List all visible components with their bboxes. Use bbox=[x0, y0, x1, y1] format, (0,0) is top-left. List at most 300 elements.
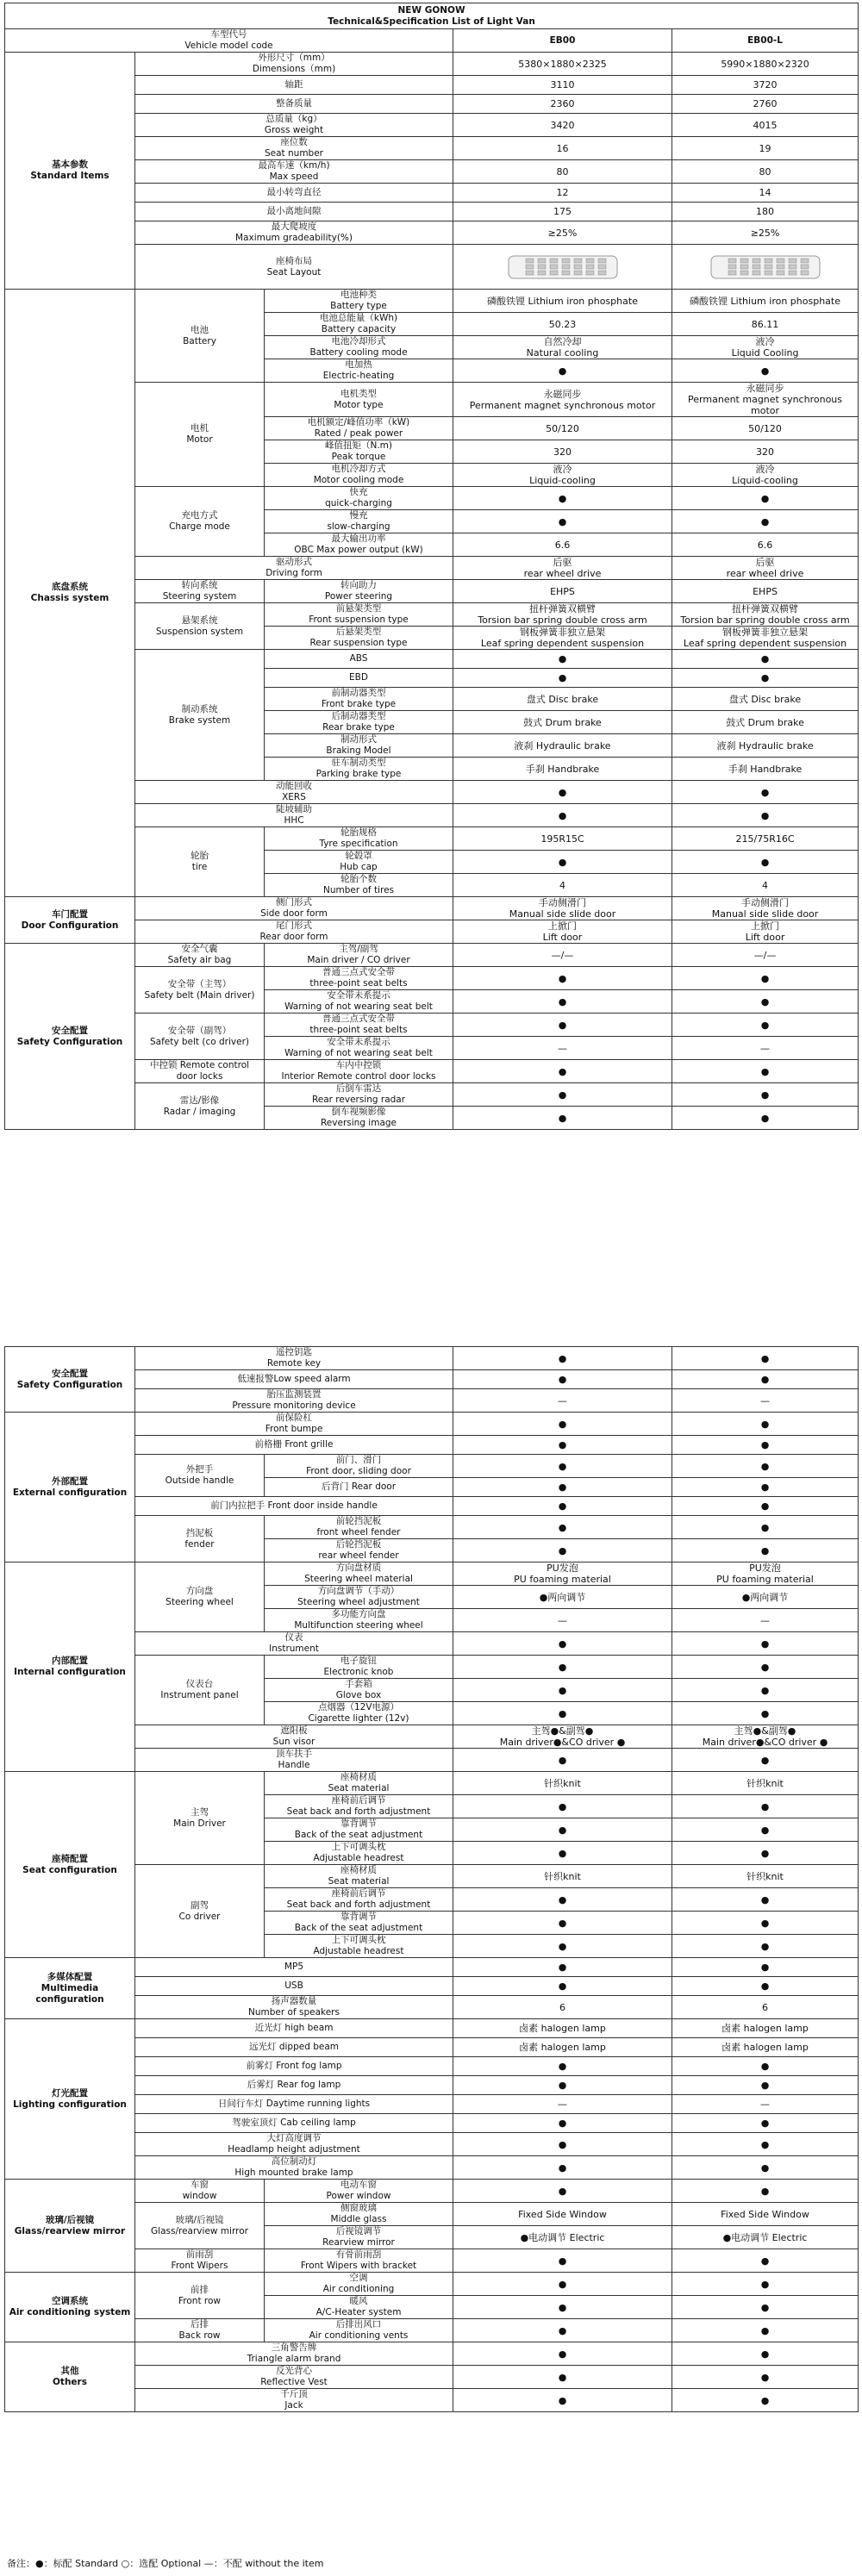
eb00-l-value: ● bbox=[672, 781, 859, 804]
spec-list-title: Technical&Specification List of Light Van bbox=[328, 16, 535, 27]
item-label: 扬声器数量 Number of speakers bbox=[135, 1996, 453, 2019]
item-label: 后视镜调节 Rearview mirror bbox=[265, 2226, 453, 2249]
subsystem-label: 电池 Battery bbox=[135, 290, 265, 383]
item-label: 顶车扶手 Handle bbox=[135, 1749, 453, 1772]
eb00-value: ● bbox=[453, 359, 672, 383]
eb00-value: ● bbox=[453, 1107, 672, 1130]
eb00-value: ● bbox=[453, 967, 672, 990]
eb00-value: 3420 bbox=[453, 114, 672, 137]
model-code-row bbox=[5, 29, 859, 53]
eb00-value: ● bbox=[453, 1702, 672, 1725]
eb00-l-value: 后驱 rear wheel drive bbox=[672, 557, 859, 580]
eb00-value: 后驱 rear wheel drive bbox=[453, 557, 672, 580]
eb00-value: 主驾●&副驾● Main driver●&CO driver ● bbox=[453, 1725, 672, 1749]
spec-table-page-2 bbox=[4, 1346, 859, 2412]
eb00-value: 195R15C bbox=[453, 827, 672, 851]
eb00-l-value: ● bbox=[672, 1749, 859, 1772]
item-label: 最小离地间隙 bbox=[135, 203, 453, 221]
eb00-l-value: ● bbox=[672, 2273, 859, 2296]
eb00-l-value: 3720 bbox=[672, 76, 859, 95]
table-row bbox=[5, 53, 859, 76]
item-label: 电池种类 Battery type bbox=[265, 290, 453, 313]
subsystem-label: 车窗 window bbox=[135, 2180, 265, 2203]
item-label: 前门、滑门 Front door, sliding door bbox=[265, 1455, 453, 1478]
model-eb00-header: EB00 bbox=[453, 29, 672, 53]
item-label: USB bbox=[135, 1977, 453, 1996]
eb00-value: 4 bbox=[453, 874, 672, 897]
subsystem-label: 玻璃/后视镜 Glass/rearview mirror bbox=[135, 2203, 265, 2249]
subsystem-label: 电机 Motor bbox=[135, 383, 265, 487]
eb00-l-value: ● bbox=[672, 2057, 859, 2076]
item-label: 快充 quick-charging bbox=[265, 487, 453, 510]
item-label: 安全带未系提示 Warning of not wearing seat belt bbox=[265, 1037, 453, 1060]
item-label: 动能回收 XERS bbox=[135, 781, 453, 804]
category-label: 座椅配置 Seat configuration bbox=[5, 1772, 135, 1958]
eb00-value: ● bbox=[453, 2366, 672, 2389]
eb00-value: ● bbox=[453, 1436, 672, 1455]
eb00-value: ● bbox=[453, 2114, 672, 2133]
eb00-l-value: ● bbox=[672, 1060, 859, 1083]
item-label: 前轮挡泥板 front wheel fender bbox=[265, 1516, 453, 1539]
table-row bbox=[5, 897, 859, 920]
category-label: 基本参数 Standard Items bbox=[5, 53, 135, 290]
eb00-l-value: 180 bbox=[672, 203, 859, 221]
item-label: 安全带未系提示 Warning of not wearing seat belt bbox=[265, 990, 453, 1014]
item-label: 外形尺寸（mm） Dimensions（mm) bbox=[135, 53, 453, 76]
eb00-l-value: ● bbox=[672, 2342, 859, 2366]
eb00-value: 永磁同步 Permanent magnet synchronous motor bbox=[453, 383, 672, 417]
eb00-value: — bbox=[453, 1389, 672, 1413]
eb00-l-value: 扭杆弹簧双横臂 Torsion bar spring double cross arm bbox=[672, 603, 859, 627]
eb00-l-value: 钢板弹簧非独立悬架 Leaf spring dependent suspension bbox=[672, 627, 859, 650]
subsystem-label: 挡泥板 fender bbox=[135, 1516, 265, 1562]
eb00-value: ● bbox=[453, 1370, 672, 1389]
eb00-l-value: ● bbox=[672, 2133, 859, 2156]
item-label: 后倒车雷达 Rear reversing radar bbox=[265, 1083, 453, 1107]
item-label: 座椅布局 Seat Layout bbox=[135, 245, 453, 290]
item-label: 后轮挡泥板 rear wheel fender bbox=[265, 1539, 453, 1562]
item-label: 驾驶室顶灯 Cab ceiling lamp bbox=[135, 2114, 453, 2133]
eb00-l-value: ● bbox=[672, 2180, 859, 2203]
eb00-value: 鼓式 Drum brake bbox=[453, 711, 672, 734]
item-label: 倒车视频影像 Reversing image bbox=[265, 1107, 453, 1130]
eb00-l-value: ● bbox=[672, 1935, 859, 1958]
eb00-l-value: 针织knit bbox=[672, 1865, 859, 1888]
eb00-value: 16 bbox=[453, 137, 672, 160]
eb00-l-value: ● bbox=[672, 2389, 859, 2412]
subsystem-label: 前雨刮 Front Wipers bbox=[135, 2249, 265, 2273]
eb00-l-value: ● bbox=[672, 2114, 859, 2133]
item-label: 近光灯 high beam bbox=[135, 2019, 453, 2038]
eb00-value: ● bbox=[453, 804, 672, 827]
eb00-l-value: ● bbox=[672, 967, 859, 990]
eb00-value: ● bbox=[453, 1935, 672, 1958]
eb00-l-value: 4 bbox=[672, 874, 859, 897]
eb00-value: ● bbox=[453, 1478, 672, 1497]
item-label: 后排出风口 Air conditioning vents bbox=[265, 2319, 453, 2342]
item-label: MP5 bbox=[135, 1958, 453, 1977]
spec-sheet-page-1 bbox=[4, 3, 858, 1130]
eb00-value: 针织knit bbox=[453, 1772, 672, 1795]
item-label: 座椅材质 Seat material bbox=[265, 1772, 453, 1795]
item-label: 遥控钥匙 Remote key bbox=[135, 1347, 453, 1370]
eb00-value: ● bbox=[453, 2057, 672, 2076]
item-label: 靠背调节 Back of the seat adjustment bbox=[265, 1912, 453, 1935]
item-label: 最小转弯直径 bbox=[135, 184, 453, 203]
item-label: 暖风 A/C-Heater system bbox=[265, 2296, 453, 2319]
eb00-value: —/— bbox=[453, 944, 672, 967]
eb00-l-value: ● bbox=[672, 669, 859, 688]
eb00-value: ● bbox=[453, 1014, 672, 1037]
eb00-value: 5380×1880×2325 bbox=[453, 53, 672, 76]
category-label: 车门配置 Door Configuration bbox=[5, 897, 135, 944]
table-row bbox=[5, 1958, 859, 1977]
eb00-value: ●电动调节 Electric bbox=[453, 2226, 672, 2249]
eb00-value: — bbox=[453, 1609, 672, 1632]
item-label: 侧窗玻璃 Middle glass bbox=[265, 2203, 453, 2226]
eb00-value: 12 bbox=[453, 184, 672, 203]
eb00-l-value: ● bbox=[672, 1702, 859, 1725]
item-label: 大灯高度调节 Headlamp height adjustment bbox=[135, 2133, 453, 2156]
item-label: 遮阳板 Sun visor bbox=[135, 1725, 453, 1749]
subsystem-label: 中控锁 Remote control door locks bbox=[135, 1060, 265, 1083]
eb00-value: ● bbox=[453, 2389, 672, 2412]
eb00-value: ● bbox=[453, 2133, 672, 2156]
subsystem-label: 安全带（副驾） Safety belt (co driver) bbox=[135, 1014, 265, 1060]
eb00-value: 液冷 Liquid-cooling bbox=[453, 464, 672, 487]
eb00-value: ● bbox=[453, 669, 672, 688]
eb00-value: ● bbox=[453, 1455, 672, 1478]
eb00-l-value: —/— bbox=[672, 944, 859, 967]
category-label: 其他 Others bbox=[5, 2342, 135, 2412]
eb00-value: ● bbox=[453, 1749, 672, 1772]
category-label: 空调系统 Air conditioning system bbox=[5, 2273, 135, 2342]
eb00-l-value: — bbox=[672, 1609, 859, 1632]
eb00-l-value: 50/120 bbox=[672, 417, 859, 440]
eb00-value: ● bbox=[453, 1818, 672, 1842]
eb00-l-value: 针织knit bbox=[672, 1772, 859, 1795]
eb00-value: ● bbox=[453, 1912, 672, 1935]
eb00-l-value: PU发泡 PU foaming material bbox=[672, 1562, 859, 1586]
eb00-value: 卤素 halogen lamp bbox=[453, 2038, 672, 2057]
eb00-l-value: ● bbox=[672, 1818, 859, 1842]
eb00-l-value: ● bbox=[672, 1516, 859, 1539]
item-label: 高位制动灯 High mounted brake lamp bbox=[135, 2156, 453, 2180]
subsystem-label: 制动系统 Brake system bbox=[135, 650, 265, 781]
item-label: 轮胎个数 Number of tires bbox=[265, 874, 453, 897]
eb00-value: 手动侧滑门 Manual side slide door bbox=[453, 897, 672, 920]
item-label: 驻车制动类型 Parking brake type bbox=[265, 758, 453, 781]
eb00-l-value: ● bbox=[672, 990, 859, 1014]
item-label: 方向盘材质 Steering wheel material bbox=[265, 1562, 453, 1586]
item-label: 空调 Air conditioning bbox=[265, 2273, 453, 2296]
category-label: 安全配置 Safety Configuration bbox=[5, 944, 135, 1130]
item-label: 座位数 Seat number bbox=[135, 137, 453, 160]
eb00-value: 2360 bbox=[453, 95, 672, 114]
subsystem-label: 悬架系统 Suspension system bbox=[135, 603, 265, 650]
item-label: 电子旋钮 Electronic knob bbox=[265, 1656, 453, 1679]
spec-table-page-1 bbox=[4, 3, 859, 1130]
item-label: 最高车速（km/h) Max speed bbox=[135, 160, 453, 184]
eb00-value: ● bbox=[453, 851, 672, 874]
table-header-row bbox=[5, 3, 859, 29]
subsystem-label: 转向系统 Steering system bbox=[135, 580, 265, 603]
eb00-l-value: ● bbox=[672, 804, 859, 827]
eb00-l-value: ● bbox=[672, 1842, 859, 1865]
eb00-value: ● bbox=[453, 1632, 672, 1656]
eb00-l-value: 80 bbox=[672, 160, 859, 184]
eb00-l-value: ● bbox=[672, 650, 859, 669]
item-label: 峰值扭矩（N.m) Peak torque bbox=[265, 440, 453, 464]
item-label: 尾门形式 Rear door form bbox=[135, 920, 453, 944]
item-label: 普通三点式安全带 three-point seat belts bbox=[265, 1014, 453, 1037]
eb00-l-value: ≥25% bbox=[672, 221, 859, 245]
eb00-l-value: — bbox=[672, 1389, 859, 1413]
eb00-value: ● bbox=[453, 1795, 672, 1818]
eb00-l-value: 手动侧滑门 Manual side slide door bbox=[672, 897, 859, 920]
eb00-value: ≥25% bbox=[453, 221, 672, 245]
eb00-l-value: 液冷 Liquid Cooling bbox=[672, 336, 859, 359]
subsystem-label: 副驾 Co driver bbox=[135, 1865, 265, 1958]
item-label: 远光灯 dipped beam bbox=[135, 2038, 453, 2057]
eb00-value: ● bbox=[453, 1516, 672, 1539]
item-label: 前悬架类型 Front suspension type bbox=[265, 603, 453, 627]
table-row bbox=[5, 1772, 859, 1795]
eb00-value: 3110 bbox=[453, 76, 672, 95]
eb00-value: ● bbox=[453, 2342, 672, 2366]
item-label: 上下可调头枕 Adjustable headrest bbox=[265, 1842, 453, 1865]
eb00-l-value: ● bbox=[672, 1455, 859, 1478]
item-label: 电机冷却方式 Motor cooling mode bbox=[265, 464, 453, 487]
eb00-l-value: ● bbox=[672, 2249, 859, 2273]
subsystem-label: 安全气囊 Safety air bag bbox=[135, 944, 265, 967]
subsystem-label: 方向盘 Steering wheel bbox=[135, 1562, 265, 1632]
eb00-l-value: — bbox=[672, 2095, 859, 2114]
eb00-value: 6.6 bbox=[453, 533, 672, 557]
item-label: 前门内拉把手 Front door inside handle bbox=[135, 1497, 453, 1516]
subsystem-label: 轮胎 tire bbox=[135, 827, 265, 897]
eb00-l-value: ● bbox=[672, 510, 859, 533]
eb00-l-value: 5990×1880×2320 bbox=[672, 53, 859, 76]
eb00-l-value: Fixed Side Window bbox=[672, 2203, 859, 2226]
document-title bbox=[5, 3, 859, 29]
eb00-l-value: ● bbox=[672, 1347, 859, 1370]
eb00-value: — bbox=[453, 1037, 672, 1060]
eb00-value: 上掀门 Lift door bbox=[453, 920, 672, 944]
item-label: 主驾/副驾 Main driver / CO driver bbox=[265, 944, 453, 967]
eb00-value: 盘式 Disc brake bbox=[453, 688, 672, 711]
eb00-l-value: 液冷 Liquid-cooling bbox=[672, 464, 859, 487]
eb00-value: ● bbox=[453, 1656, 672, 1679]
eb00-value: 卤素 halogen lamp bbox=[453, 2019, 672, 2038]
item-label: 整备质量 bbox=[135, 95, 453, 114]
eb00-l-value: 永磁同步 Permanent magnet synchronous motor bbox=[672, 383, 859, 417]
table-row bbox=[5, 2342, 859, 2366]
eb00-l-value: ●两向调节 bbox=[672, 1586, 859, 1609]
eb00-l-value: ● bbox=[672, 1436, 859, 1455]
category-label: 灯光配置 Lighting configuration bbox=[5, 2019, 135, 2180]
item-label: 上下可调头枕 Adjustable headrest bbox=[265, 1935, 453, 1958]
item-label: EBD bbox=[265, 669, 453, 688]
eb00-l-value: 6.6 bbox=[672, 533, 859, 557]
eb00-value: 自然冷却 Natural cooling bbox=[453, 336, 672, 359]
item-label: 制动形式 Braking Model bbox=[265, 734, 453, 758]
subsystem-label: 前排 Front row bbox=[135, 2273, 265, 2319]
eb00-l-value: 14 bbox=[672, 184, 859, 203]
item-label: 点烟器（12V电源） Cigarette lighter (12v) bbox=[265, 1702, 453, 1725]
item-label: 最大输出功率 OBC Max power output (kW) bbox=[265, 533, 453, 557]
eb00-value: ● bbox=[453, 781, 672, 804]
eb00-l-value: ● bbox=[672, 1888, 859, 1912]
item-label: 前格栅 Front grille bbox=[135, 1436, 453, 1455]
item-label: 反光背心 Reflective Vest bbox=[135, 2366, 453, 2389]
item-label: 低速报警Low speed alarm bbox=[135, 1370, 453, 1389]
table-row bbox=[5, 1347, 859, 1370]
category-label: 底盘系统 Chassis system bbox=[5, 290, 135, 897]
item-label: 最大爬坡度 Maximum gradeability(%) bbox=[135, 221, 453, 245]
category-label: 外部配置 External configuration bbox=[5, 1413, 135, 1562]
eb00-l-value: 6 bbox=[672, 1996, 859, 2019]
item-label: 三角警告牌 Triangle alarm brand bbox=[135, 2342, 453, 2366]
seat-layout-diagram bbox=[507, 254, 619, 280]
eb00-l-value bbox=[672, 245, 859, 290]
table-row bbox=[5, 1413, 859, 1436]
eb00-value: 扭杆弹簧双横臂 Torsion bar spring double cross arm bbox=[453, 603, 672, 627]
item-label: 仪表 Instrument bbox=[135, 1632, 453, 1656]
eb00-value: PU发泡 PU foaming material bbox=[453, 1562, 672, 1586]
eb00-l-value: 卤素 halogen lamp bbox=[672, 2038, 859, 2057]
eb00-value: Fixed Side Window bbox=[453, 2203, 672, 2226]
eb00-l-value: ● bbox=[672, 2076, 859, 2095]
eb00-value bbox=[453, 245, 672, 290]
table-row bbox=[5, 2019, 859, 2038]
item-label: 轮毂罩 Hub cap bbox=[265, 851, 453, 874]
eb00-value: ● bbox=[453, 990, 672, 1014]
item-label: 座椅材质 Seat material bbox=[265, 1865, 453, 1888]
item-label: 侧门形式 Side door form bbox=[135, 897, 453, 920]
item-label: 有骨前雨刮 Front Wipers with bracket bbox=[265, 2249, 453, 2273]
eb00-value: ● bbox=[453, 1958, 672, 1977]
item-label: 电池总能量（kWh) Battery capacity bbox=[265, 313, 453, 336]
eb00-value: ● bbox=[453, 1413, 672, 1436]
eb00-value: ● bbox=[453, 1539, 672, 1562]
table-row bbox=[5, 2273, 859, 2296]
eb00-l-value: 盘式 Disc brake bbox=[672, 688, 859, 711]
item-label: ABS bbox=[265, 650, 453, 669]
item-label: 手套箱 Glove box bbox=[265, 1679, 453, 1702]
item-label: 靠背调节 Back of the seat adjustment bbox=[265, 1818, 453, 1842]
eb00-value: ● bbox=[453, 2319, 672, 2342]
eb00-l-value: ● bbox=[672, 1656, 859, 1679]
category-label: 玻璃/后视镜 Glass/rearview mirror bbox=[5, 2180, 135, 2273]
eb00-value: 针织knit bbox=[453, 1865, 672, 1888]
eb00-l-value: ● bbox=[672, 1107, 859, 1130]
item-label: 方向盘调节（手动） Steering wheel adjustment bbox=[265, 1586, 453, 1609]
eb00-value: ● bbox=[453, 1083, 672, 1107]
item-label: 千斤顶 Jack bbox=[135, 2389, 453, 2412]
eb00-l-value: ● bbox=[672, 2156, 859, 2180]
eb00-l-value: ● bbox=[672, 2296, 859, 2319]
item-label: 前雾灯 Front fog lamp bbox=[135, 2057, 453, 2076]
subsystem-label: 雷达/影像 Radar / imaging bbox=[135, 1083, 265, 1130]
category-label: 安全配置 Safety Configuration bbox=[5, 1347, 135, 1413]
eb00-value: ● bbox=[453, 1347, 672, 1370]
item-label: 总质量（kg） Gross weight bbox=[135, 114, 453, 137]
model-eb00-l-header: EB00-L bbox=[672, 29, 859, 53]
item-label: 前制动器类型 Front brake type bbox=[265, 688, 453, 711]
item-label: 陡坡辅助 HHC bbox=[135, 804, 453, 827]
eb00-l-value: 主驾●&副驾● Main driver●&CO driver ● bbox=[672, 1725, 859, 1749]
eb00-l-value: 215/75R16C bbox=[672, 827, 859, 851]
item-label: 电机额定/峰值功率（kW) Rated / peak power bbox=[265, 417, 453, 440]
eb00-l-value: ● bbox=[672, 2319, 859, 2342]
item-label: 座椅前后调节 Seat back and forth adjustment bbox=[265, 1888, 453, 1912]
item-label: 胎压监测装置 Pressure monitoring device bbox=[135, 1389, 453, 1413]
eb00-l-value: ● bbox=[672, 1370, 859, 1389]
eb00-l-value: 卤素 halogen lamp bbox=[672, 2019, 859, 2038]
item-label: 转向助力 Power steering bbox=[265, 580, 453, 603]
subsystem-label: 安全带（主驾） Safety belt (Main driver) bbox=[135, 967, 265, 1014]
item-label: 轮胎规格 Tyre specification bbox=[265, 827, 453, 851]
eb00-value: ● bbox=[453, 1842, 672, 1865]
item-label: 电池冷却形式 Battery cooling mode bbox=[265, 336, 453, 359]
eb00-l-value: — bbox=[672, 1037, 859, 1060]
item-label: 普通三点式安全带 three-point seat belts bbox=[265, 967, 453, 990]
item-label: 后悬架类型 Rear suspension type bbox=[265, 627, 453, 650]
item-label: 座椅前后调节 Seat back and forth adjustment bbox=[265, 1795, 453, 1818]
eb00-value: 液刹 Hydraulic brake bbox=[453, 734, 672, 758]
eb00-l-value: 磷酸铁锂 Lithium iron phosphate bbox=[672, 290, 859, 313]
eb00-value: 80 bbox=[453, 160, 672, 184]
item-label: 电动车窗 Power window bbox=[265, 2180, 453, 2203]
eb00-l-value: ● bbox=[672, 1539, 859, 1562]
eb00-l-value: ● bbox=[672, 1679, 859, 1702]
eb00-l-value: ● bbox=[672, 1795, 859, 1818]
subsystem-label: 仪表台 Instrument panel bbox=[135, 1656, 265, 1725]
eb00-value: ● bbox=[453, 2156, 672, 2180]
eb00-l-value: 手刹 Handbrake bbox=[672, 758, 859, 781]
item-label: 前保险杠 Front bumpe bbox=[135, 1413, 453, 1436]
eb00-l-value: ● bbox=[672, 1478, 859, 1497]
spec-sheet-page-2 bbox=[4, 1346, 858, 2412]
eb00-value: 50.23 bbox=[453, 313, 672, 336]
item-label: 车内中控锁 Interior Remote control door locks bbox=[265, 1060, 453, 1083]
subsystem-label: 后排 Back row bbox=[135, 2319, 265, 2342]
eb00-value: ● bbox=[453, 2273, 672, 2296]
item-label: 多功能方向盘 Multifunction steering wheel bbox=[265, 1609, 453, 1632]
brand-title: NEW GONOW bbox=[397, 4, 465, 16]
eb00-value: — bbox=[453, 2095, 672, 2114]
table-row bbox=[5, 944, 859, 967]
item-label: 电机类型 Motor type bbox=[265, 383, 453, 417]
eb00-value: ● bbox=[453, 2076, 672, 2095]
eb00-value: 320 bbox=[453, 440, 672, 464]
seat-layout-diagram bbox=[709, 254, 821, 280]
eb00-l-value: 86.11 bbox=[672, 313, 859, 336]
eb00-value: ●两向调节 bbox=[453, 1586, 672, 1609]
eb00-value: ● bbox=[453, 2249, 672, 2273]
eb00-value: 175 bbox=[453, 203, 672, 221]
eb00-l-value: 320 bbox=[672, 440, 859, 464]
eb00-value: ● bbox=[453, 1679, 672, 1702]
eb00-value: 钢板弹簧非独立悬架 Leaf spring dependent suspension bbox=[453, 627, 672, 650]
subsystem-label: 充电方式 Charge mode bbox=[135, 487, 265, 557]
eb00-l-value: 上掀门 Lift door bbox=[672, 920, 859, 944]
eb00-value: 6 bbox=[453, 1996, 672, 2019]
eb00-l-value: ● bbox=[672, 2366, 859, 2389]
eb00-l-value: ● bbox=[672, 487, 859, 510]
item-label: 驱动形式 Driving form bbox=[135, 557, 453, 580]
